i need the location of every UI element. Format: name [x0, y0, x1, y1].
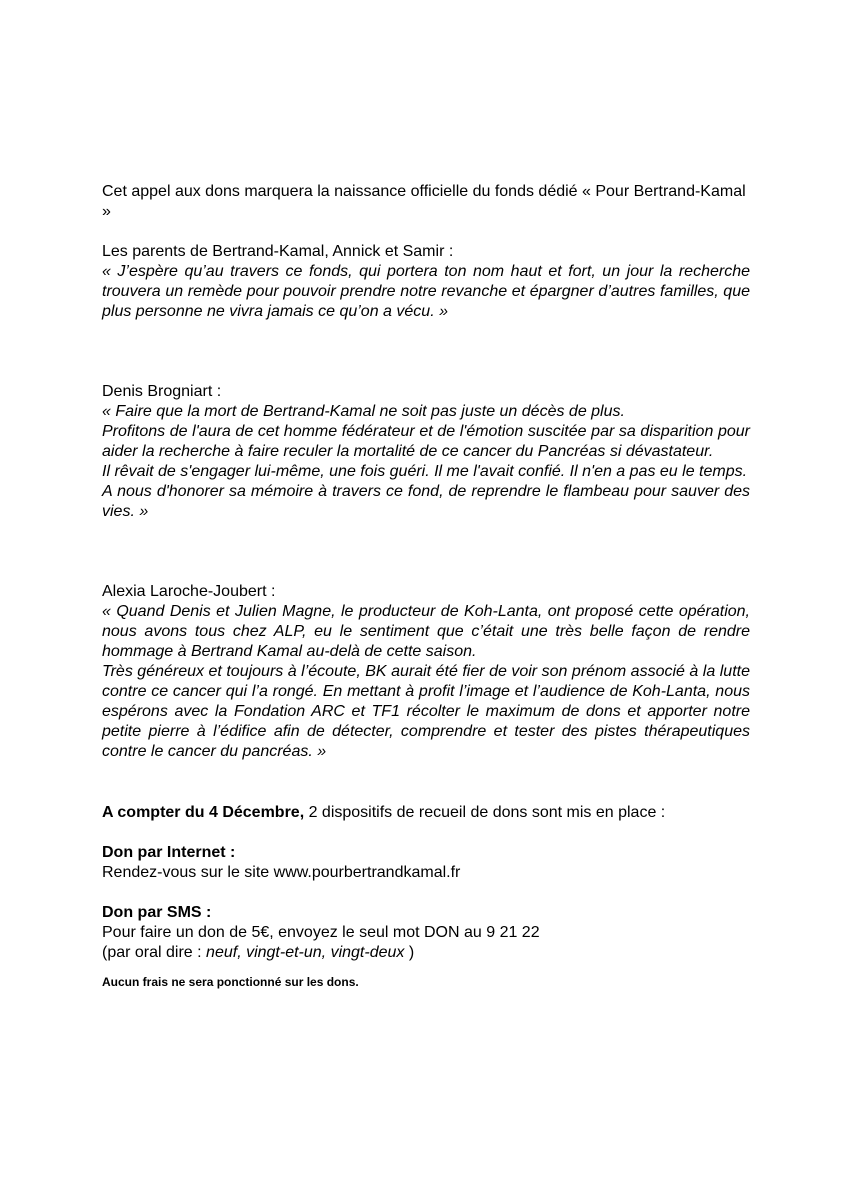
sms-oral-prefix: (par oral dire : — [102, 944, 207, 961]
testimonial-parents — [102, 242, 750, 322]
sms-oral-suffix: ) — [404, 944, 415, 961]
spacer — [102, 762, 750, 803]
sms-text: Pour faire un don de 5€, envoyez le seul mot DON au 9 21 22 — [102, 924, 540, 941]
spacer — [102, 322, 750, 362]
document-body — [102, 182, 750, 990]
sms-oral-numbers: neuf, vingt-et-un, vingt-deux — [206, 944, 405, 961]
donation-start-date — [102, 803, 750, 823]
speaker-name: Les parents de Bertrand-Kamal, Annick et Samir : — [102, 243, 454, 260]
quote-line: A nous d'honorer sa mémoire à travers ce fond, de reprendre le flambeau pour sauver des vies. » — [102, 483, 750, 520]
donation-date-bold: A compter du 4 Décembre, — [102, 804, 305, 821]
sms-oral — [102, 943, 750, 963]
donation-internet-section — [102, 843, 750, 883]
speaker-name: Denis Brogniart : — [102, 383, 222, 400]
quote-line: Profitons de l'aura de cet homme fédérateur et de l'émotion suscitée par sa disparition pour aider la recherche à faire reculer la mortalité de ce cancer du Pancréas si dévastateur. — [102, 423, 750, 460]
footer-note: Aucun frais ne sera ponctionné sur les dons. — [102, 975, 359, 989]
quote-line: Très généreux et toujours à l’écoute, BK aurait été fier de voir son prénom associé à la lutte contre ce cancer qui l’a rongé. En mettant à profit l’image et l’audience de Koh-Lanta, nous espérons avec la Fondation ARC et TF1 récolter le maximum de dons et apporter notre petite pierre à l’édifice afin de détecter, comprendre et tester des pistes thérapeutiques contre le cancer du pancréas. » — [102, 663, 750, 760]
testimonial-denis-brogniart — [102, 382, 750, 522]
internet-title: Don par Internet : — [102, 844, 236, 861]
spacer — [102, 522, 750, 562]
quote-line: Il rêvait de s'engager lui-même, une fois guéri. Il me l'avait confié. Il n'en a pas eu le temps. — [102, 463, 748, 480]
quote-line: « Faire que la mort de Bertrand-Kamal ne soit pas juste un décès de plus. — [102, 403, 625, 420]
testimonial-alexia-laroche-joubert — [102, 582, 750, 762]
speaker-name: Alexia Laroche-Joubert : — [102, 583, 276, 600]
intro-paragraph: Cet appel aux dons marquera la naissance officielle du fonds dédié « Pour Bertrand-Kamal » — [102, 183, 746, 220]
quote-line: « Quand Denis et Julien Magne, le producteur de Koh-Lanta, ont proposé cette opération, nous avons tous chez ALP, eu le sentiment que c’était une très belle façon de rendre hommage à Bertrand Kamal au-delà de cette saison. — [102, 603, 750, 660]
internet-text: Rendez-vous sur le site www.pourbertrandkamal.fr — [102, 864, 461, 881]
sms-title: Don par SMS : — [102, 904, 212, 921]
quote-line: « J’espère qu’au travers ce fonds, qui portera ton nom haut et fort, un jour la recherche trouvera un remède pour pouvoir prendre notre revanche et épargner d’autres familles, que plus personne ne vivra jamais ce qu’on a vécu. » — [102, 263, 750, 320]
donation-sms-section — [102, 903, 750, 963]
donation-date-rest: 2 dispositifs de recueil de dons sont mis en place : — [304, 804, 666, 821]
